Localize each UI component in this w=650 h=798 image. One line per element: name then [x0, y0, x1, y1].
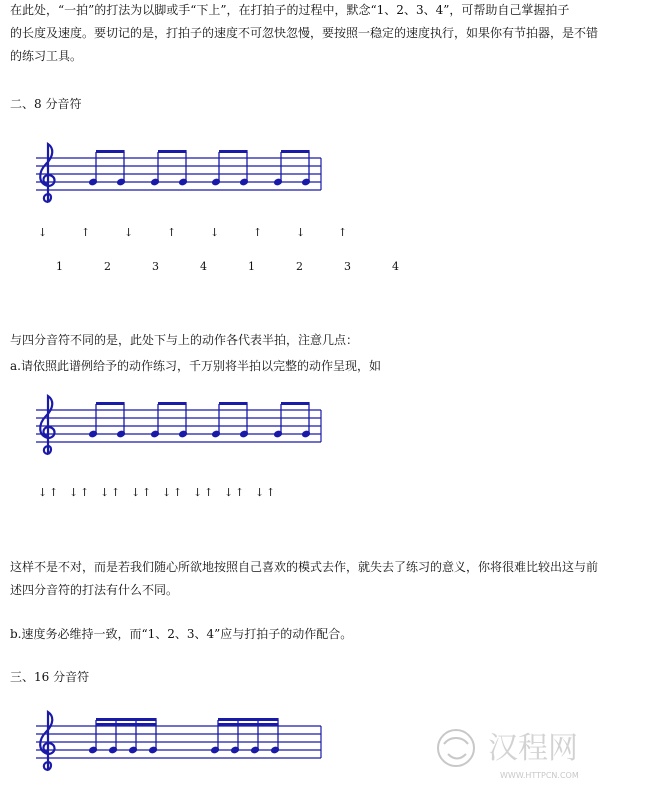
beat-count: 3	[344, 260, 351, 273]
down-arrow-icon: ↓	[69, 486, 79, 499]
note-beam	[218, 718, 279, 721]
staff-eighth-notes-example	[36, 392, 326, 482]
up-arrow-icon: ↑	[49, 486, 59, 499]
eighth-note-pair	[273, 402, 311, 438]
up-arrow-icon: ↑	[142, 486, 152, 499]
down-arrow-icon: ↓	[38, 226, 48, 239]
up-arrow-icon: ↑	[167, 226, 177, 239]
sixteenth-note-group	[88, 718, 158, 754]
up-arrow-icon: ↑	[80, 486, 90, 499]
up-arrow-icon: ↑	[266, 486, 276, 499]
down-arrow-icon: ↓	[255, 486, 265, 499]
beat-count: 3	[152, 260, 159, 273]
eighth-note-pair	[211, 402, 249, 438]
staff-sixteenth-notes	[36, 708, 326, 798]
beat-count: 4	[200, 260, 207, 273]
eighth-note-pair	[273, 150, 311, 186]
beat-count: 2	[296, 260, 303, 273]
down-arrow-icon: ↓	[296, 226, 306, 239]
down-arrow-icon: ↓	[210, 226, 220, 239]
note-beam	[219, 402, 248, 405]
sixteenth-note-group	[210, 718, 280, 754]
eighth-note-pair	[150, 150, 188, 186]
note-beam	[219, 150, 248, 153]
note-beam	[281, 150, 310, 153]
down-arrow-icon: ↓	[224, 486, 234, 499]
treble-clef-icon	[40, 712, 54, 770]
beat-count: 1	[248, 260, 255, 273]
paragraph-line: 这样不是不对，而是若我们随心所欲地按照自己喜欢的模式去作，就失去了练习的意义，你将很难比较出这与前	[10, 560, 599, 574]
beat-count: 4	[392, 260, 399, 273]
watermark-text: 汉程网	[488, 731, 578, 766]
down-arrow-icon: ↓	[124, 226, 134, 239]
up-arrow-icon: ↑	[81, 226, 91, 239]
note-beam	[96, 718, 157, 721]
up-arrow-icon: ↑	[235, 486, 245, 499]
beat-count: 2	[104, 260, 111, 273]
down-arrow-icon: ↓	[193, 486, 203, 499]
note-beam	[158, 402, 187, 405]
down-arrow-icon: ↓	[162, 486, 172, 499]
paragraph-line: a.请依照此谱例给予的动作练习，千万别将半拍以完整的动作呈现，如	[10, 359, 381, 373]
up-arrow-icon: ↑	[204, 486, 214, 499]
eighth-note-pair	[88, 150, 126, 186]
section-heading-eighth: 二、8 分音符	[10, 97, 82, 111]
eighth-note-pair	[211, 150, 249, 186]
up-arrow-icon: ↑	[253, 226, 263, 239]
paragraph-line: 与四分音符不同的是，此处下与上的动作各代表半拍，注意几点：	[10, 333, 359, 347]
down-arrow-icon: ↓	[38, 486, 48, 499]
up-arrow-icon: ↑	[173, 486, 183, 499]
section-heading-sixteenth: 三、16 分音符	[10, 670, 90, 684]
note-beam	[96, 150, 125, 153]
down-arrow-icon: ↓	[100, 486, 110, 499]
up-arrow-icon: ↑	[338, 226, 348, 239]
note-beam	[281, 402, 310, 405]
eighth-note-pair	[88, 402, 126, 438]
strum-arrows-row	[38, 226, 358, 242]
note-beam	[96, 723, 157, 726]
eighth-note-pair	[150, 402, 188, 438]
treble-clef-icon	[40, 144, 54, 202]
note-beam	[218, 723, 279, 726]
down-arrow-icon: ↓	[131, 486, 141, 499]
note-beam	[96, 402, 125, 405]
paragraph-line: 述四分音符的打法有什么不同。	[10, 583, 179, 597]
treble-clef-icon	[40, 396, 54, 454]
paragraph-line: 在此处，“一拍”的打法为以脚或手“下上”，在打拍子的过程中，默念“1、2、3、4”，可帮助自己掌握拍子	[10, 3, 570, 17]
watermark-url: WWW.HTTPCN.COM	[500, 771, 579, 780]
beat-count-row	[56, 260, 416, 276]
paragraph-line: 的练习工具。	[10, 49, 83, 63]
watermark-logo	[430, 718, 640, 788]
strum-arrows-row-compact	[38, 486, 298, 502]
up-arrow-icon: ↑	[111, 486, 121, 499]
paragraph-line: b.速度务必维持一致，而“1、2、3、4”应与打拍子的动作配合。	[10, 627, 353, 641]
beat-count: 1	[56, 260, 63, 273]
note-beam	[158, 150, 187, 153]
paragraph-line: 的长度及速度。要切记的是，打拍子的速度不可忽快忽慢，要按照一稳定的速度执行，如果你有节拍器，是不错	[10, 26, 599, 40]
staff-eighth-notes	[36, 140, 326, 230]
